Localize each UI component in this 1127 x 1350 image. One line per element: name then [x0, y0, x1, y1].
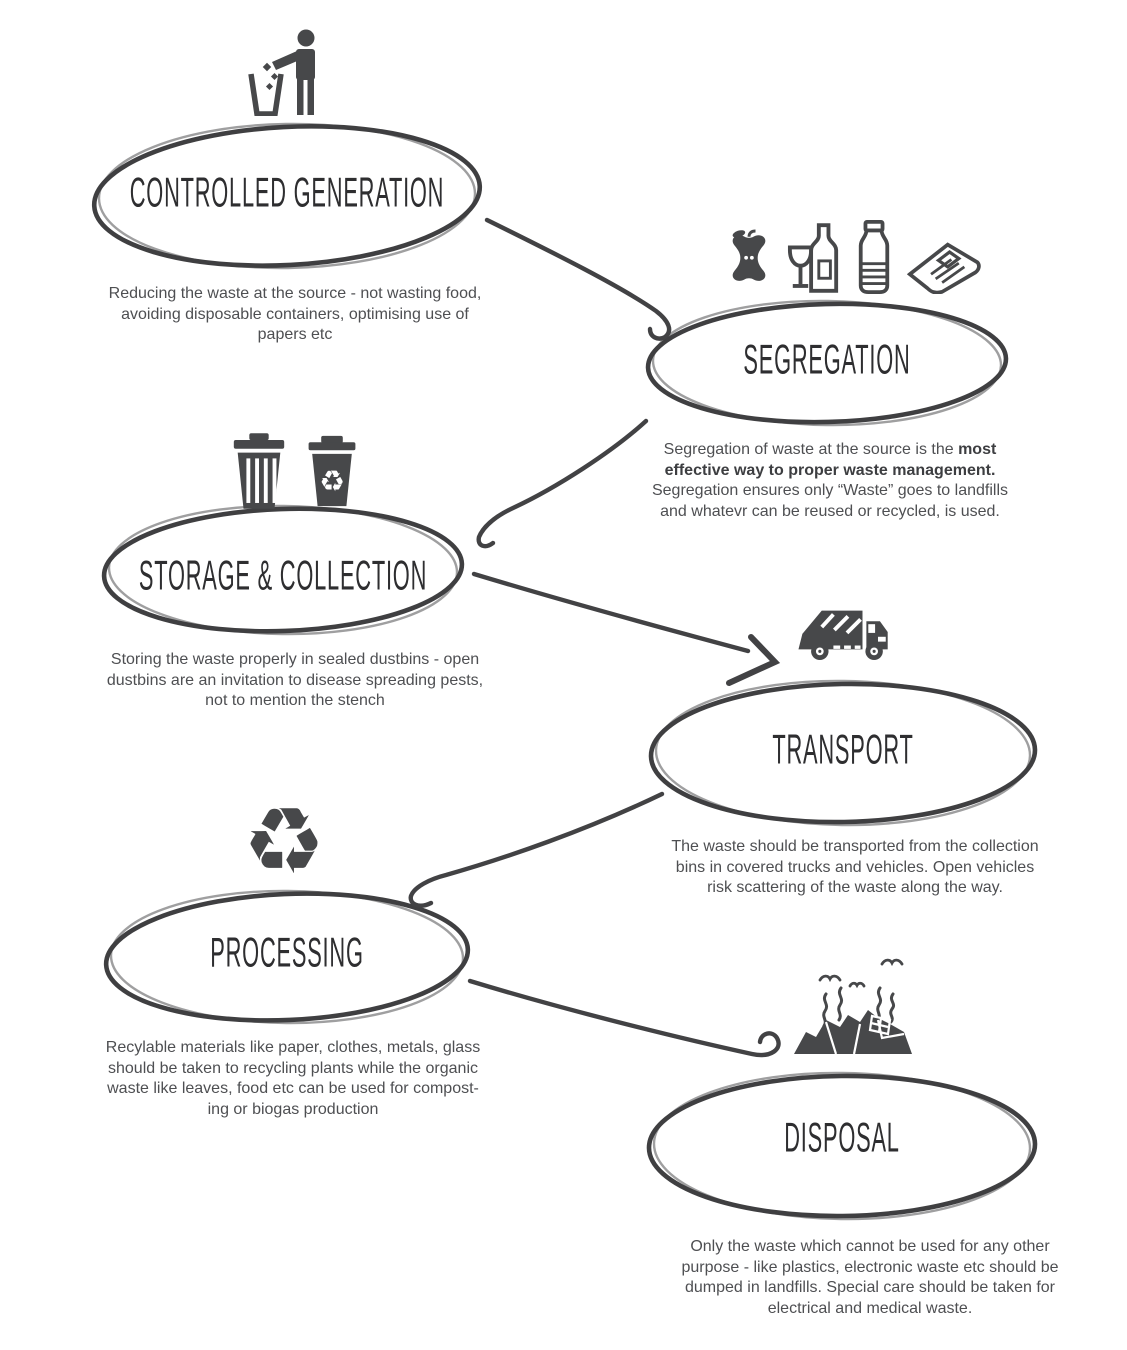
caption-text: Segregation of waste at the source is the: [663, 441, 959, 458]
caption-line: not to mention the stench: [205, 692, 385, 709]
caption-line: electrical and medical waste.: [767, 1299, 973, 1317]
caption-storage-collection: [75, 650, 515, 712]
caption-line: Only the waste which cannot be used for any other: [690, 1238, 1050, 1255]
landfill-icon: [786, 958, 926, 1058]
caption-line: dustbins are an invitation to disease spreading pests,: [106, 671, 484, 689]
caption-controlled-generation: [75, 284, 515, 346]
litter-disposal-icon: [246, 28, 332, 116]
caption-line: papers etc: [257, 326, 333, 343]
caption-text: Segregation ensures only “Waste” goes to landfills: [651, 482, 1009, 499]
newspaper-icon: [907, 236, 981, 294]
caption-processing: [73, 1038, 513, 1120]
arrow-storage-to-transport: [474, 574, 748, 651]
caption-line: waste like leaves, food etc can be used for compost-: [107, 1080, 479, 1097]
caption-line: avoiding disposable containers, optimising use of: [121, 305, 469, 323]
segregation-icons: [723, 220, 981, 294]
step-title-transport: TRANSPORT: [772, 726, 914, 773]
caption-line: Reducing the waste at the source - not wasting food,: [108, 285, 482, 302]
water-bottle-icon: [853, 220, 895, 294]
step-title-controlled-generation: CONTROLLED GENERATION: [129, 169, 445, 216]
step-title-processing: PROCESSING: [210, 929, 364, 976]
garbage-truck-icon: [792, 598, 900, 662]
caption-line: [620, 481, 1040, 502]
caption-line: The waste should be transported from the collection: [671, 838, 1039, 855]
storage-icons: [228, 430, 359, 510]
caption-line: [620, 440, 1040, 461]
svg-text:♻: ♻: [319, 463, 345, 498]
caption-text-bold: effective way to proper waste management.: [664, 461, 996, 479]
caption-transport: [650, 837, 1060, 899]
step-title-segregation: SEGREGATION: [743, 336, 911, 383]
apple-core-icon: [723, 220, 775, 294]
caption-line: ing or biogas production: [207, 1100, 379, 1118]
caption-line: dumped in landfills. Special care should be taken for: [685, 1279, 1055, 1296]
caption-text: and whatevr can be reused or recycled, is used.: [660, 502, 1000, 520]
step-title-storage-collection: STORAGE & COLLECTION: [138, 552, 428, 599]
caption-line: should be taken to recycling plants while the organic: [108, 1059, 478, 1077]
caption-line: Recylable materials like paper, clothes, metals, glass: [105, 1039, 481, 1056]
step-title-disposal: DISPOSAL: [784, 1114, 900, 1161]
recycling-symbol-icon: ♻: [242, 791, 326, 893]
recycling-bin-icon: [305, 432, 359, 510]
caption-disposal: [650, 1237, 1090, 1319]
trash-can-icon: [228, 432, 290, 510]
caption-segregation: [620, 440, 1040, 522]
caption-line: bins in covered trucks and vehicles. Open vehicles: [675, 858, 1035, 876]
caption-line: [620, 502, 1040, 523]
arrow-processing-to-disposal: [470, 981, 779, 1055]
caption-line: risk scattering of the waste along the way.: [707, 879, 1003, 896]
wine-bottle-icon: [787, 222, 841, 294]
caption-text-bold: most: [958, 441, 997, 458]
caption-line: purpose - like plastics, electronic waste etc should be: [681, 1258, 1059, 1276]
caption-line: [620, 461, 1040, 482]
caption-line: Storing the waste properly in sealed dustbins - open: [110, 651, 480, 668]
